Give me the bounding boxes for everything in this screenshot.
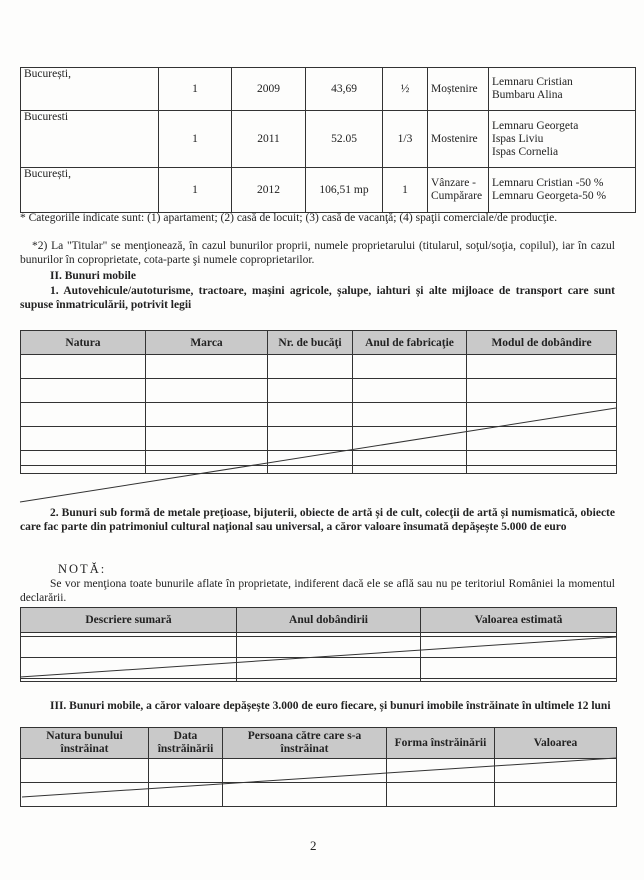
category-cell: 1	[159, 168, 232, 213]
header-natura-bunului: Natura bunului înstrăinat	[21, 728, 149, 759]
area-cell: 52.05	[306, 111, 383, 168]
header-marca: Marca	[146, 331, 268, 355]
section-2-2-title: 2. Bunuri sub formă de metale preţioase, bijuterii, obiecte de artă și de cult, colecţii de artă și numismatică, obiecte care fac parte din patrimoniul cultural naţional sau universal, a căror valoare însumată depășește 5.000 de euro	[20, 507, 615, 533]
nota-text: Se vor menţiona toate bunurile aflate în proprietate, indiferent dacă ele se află sau nu pe teritoriul României la momentul declarării.	[20, 578, 615, 604]
table-row	[21, 111, 636, 168]
holders-cell	[489, 68, 636, 111]
area-cell: 106,51 mp	[306, 168, 383, 213]
titular-note: *2) La "Titular" se menţionează, în cazul bunurilor proprii, numele proprietarului (titularul, soţul/soţia, copilul), iar în cazul bunurilor în coproprietate, cota-parte şi numele coproprietarilor.	[20, 240, 615, 266]
empty-row	[21, 379, 617, 403]
share-cell: 1/3	[383, 111, 428, 168]
mode-cell: Moștenire	[428, 68, 489, 111]
empty-row	[21, 783, 617, 807]
table-header-row	[21, 728, 617, 759]
header-persoana: Persoana către care s-a înstrăinat	[223, 728, 387, 759]
nota-label: NOTĂ:	[58, 562, 107, 576]
empty-row	[21, 403, 617, 427]
section-2-title: II. Bunuri mobile	[50, 270, 136, 282]
empty-row	[21, 759, 617, 783]
year-cell: 2012	[232, 168, 306, 213]
alienated-goods-table	[20, 727, 617, 807]
empty-row	[21, 466, 617, 474]
area-cell: 43,69	[306, 68, 383, 111]
header-anul-fabricatie: Anul de fabricaţie	[353, 331, 467, 355]
address-cell: București,	[21, 168, 159, 213]
table-header-row	[21, 608, 617, 633]
empty-row	[21, 658, 617, 679]
year-cell: 2011	[232, 111, 306, 168]
empty-row	[21, 679, 617, 682]
empty-row	[21, 637, 617, 658]
header-valoarea: Valoarea	[495, 728, 617, 759]
holder-name: Lemnaru Cristian -50 %	[492, 177, 604, 189]
header-data-instrainarii: Data înstrăinării	[149, 728, 223, 759]
share-cell: ½	[383, 68, 428, 111]
mode-cell: Mostenire	[428, 111, 489, 168]
header-modul-dobandire: Modul de dobândire	[467, 331, 617, 355]
category-cell: 1	[159, 68, 232, 111]
address-cell: Bucuresti	[21, 111, 159, 168]
section-3-title: III. Bunuri mobile, a căror valoare depășește 3.000 de euro fiecare, și bunuri imobile înstrăinate în ultimele 12 luni	[50, 700, 611, 712]
holder-name: Ispas Cornelia	[492, 145, 559, 158]
holder-name: Ispas Liviu	[492, 132, 544, 145]
categories-note: * Categoriile indicate sunt: (1) apartament; (2) casă de locuit; (3) casă de vacanţă; (4) spaţii comerciale/de producţie.	[20, 212, 558, 224]
header-nr-bucati: Nr. de bucăţi	[268, 331, 353, 355]
empty-row	[21, 355, 617, 379]
holders-cell	[489, 168, 636, 213]
holder-name: Lemnaru Georgeta-50 %	[492, 190, 607, 202]
holder-name: Lemnaru Georgeta	[492, 119, 579, 132]
header-natura: Natura	[21, 331, 146, 355]
category-cell: 1	[159, 111, 232, 168]
holder-name: Lemnaru Cristian	[492, 76, 573, 88]
property-table	[20, 67, 636, 213]
mode-cell: Vânzare - Cumpărare	[428, 168, 489, 213]
page-number: 2	[310, 838, 317, 853]
table-header-row	[21, 331, 617, 355]
header-descriere: Descriere sumară	[21, 608, 237, 633]
section-2-1-title: 1. Autovehicule/autoturisme, tractoare, mașini agricole, șalupe, iahturi și alte mijloace de transport care sunt supuse înmatriculării, potrivit legii	[20, 285, 615, 311]
table-row	[21, 168, 636, 213]
table-row	[21, 68, 636, 111]
header-valoarea-estimata: Valoarea estimată	[421, 608, 617, 633]
holders-cell	[489, 111, 636, 168]
empty-row	[21, 427, 617, 451]
year-cell: 2009	[232, 68, 306, 111]
holder-name: Bumbaru Alina	[492, 89, 563, 101]
header-anul-dobandirii: Anul dobândirii	[237, 608, 421, 633]
vehicles-table	[20, 330, 617, 474]
header-forma-instrainarii: Forma înstrăinării	[387, 728, 495, 759]
address-cell: București,	[21, 68, 159, 111]
empty-row	[21, 451, 617, 466]
share-cell: 1	[383, 168, 428, 213]
valuables-table	[20, 607, 617, 682]
